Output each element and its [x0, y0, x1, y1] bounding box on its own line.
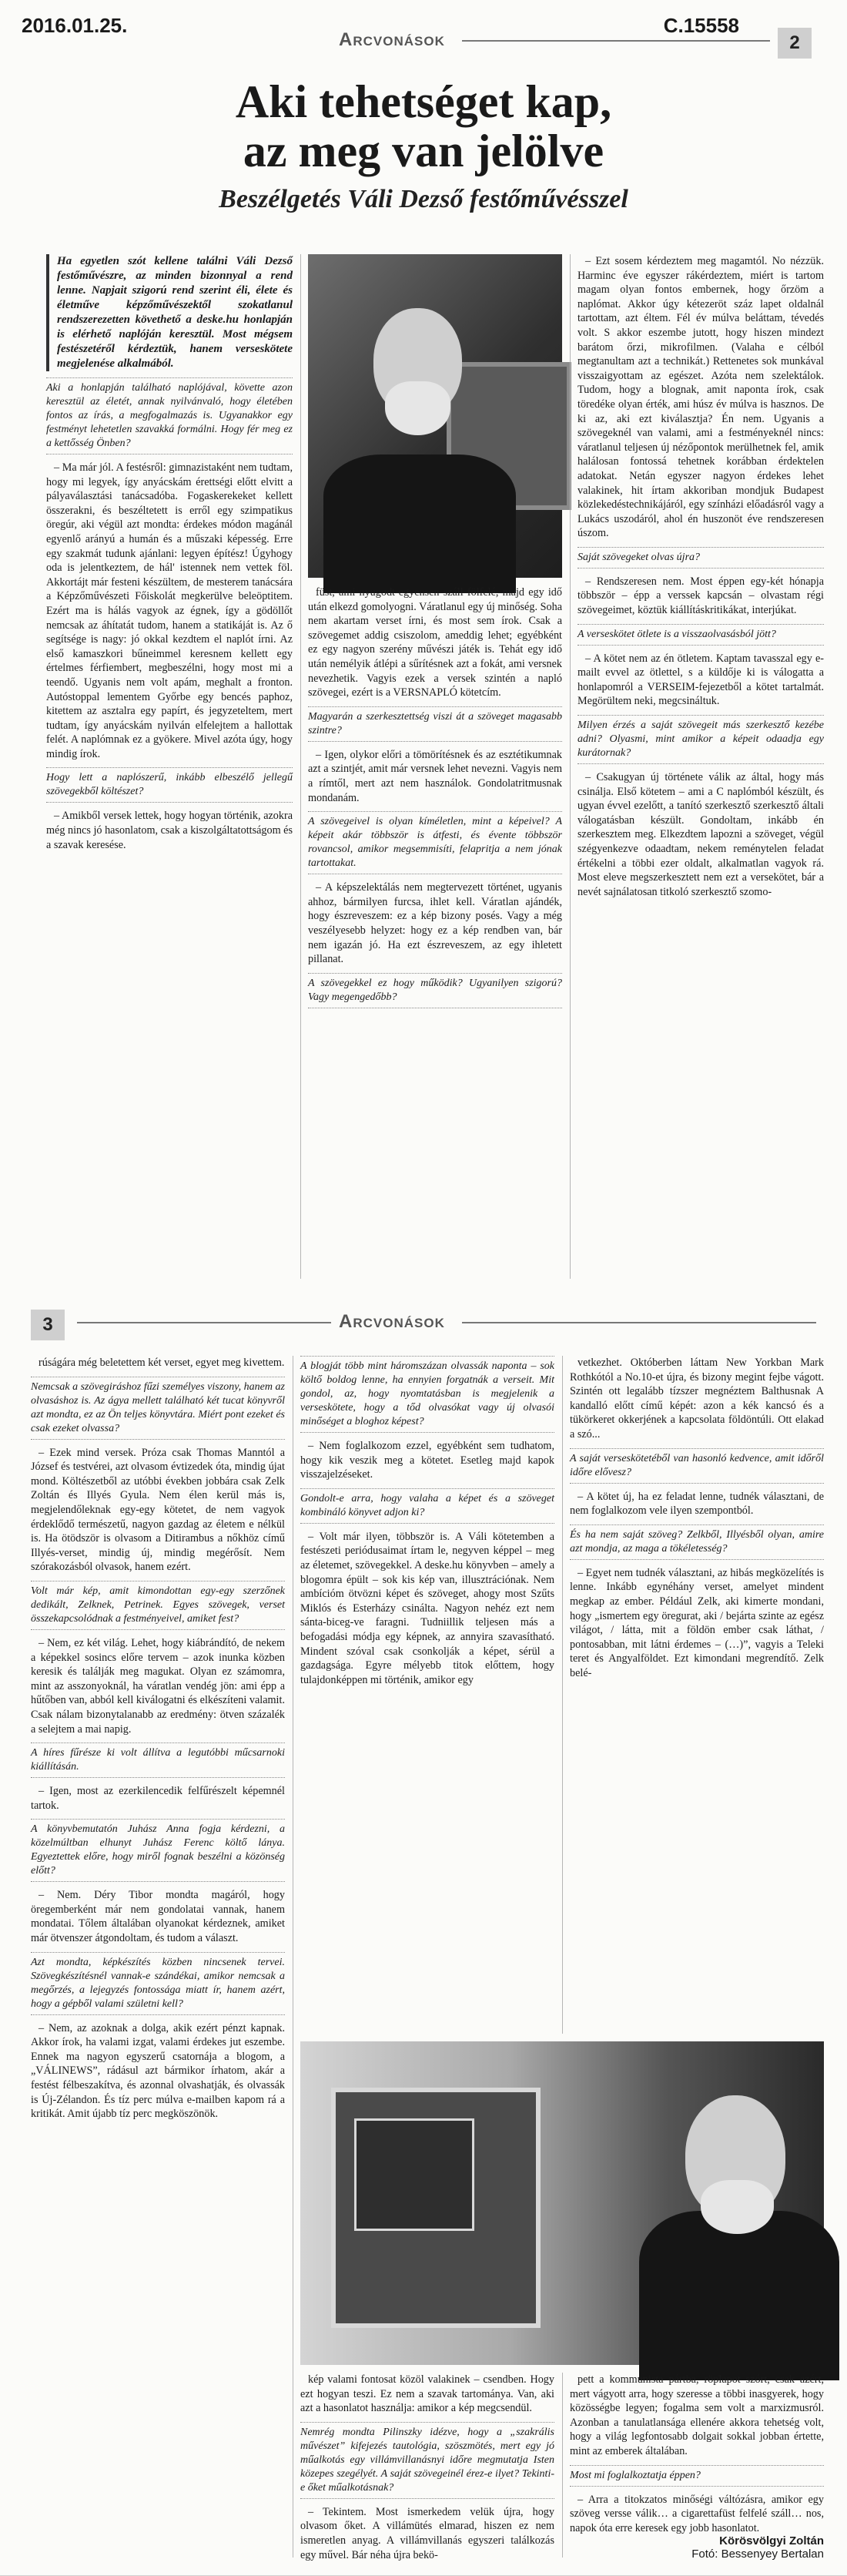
answer-paragraph: – Arra a titokzatos minőségi váltózásra, amikor egy szöveg versse válik… a cigarettafüst felfelé száll… nos, napok óta erre keresek egy jobb hasonlatot. — [570, 2493, 824, 2534]
column-divider — [562, 2373, 563, 2558]
question: Aki a honlapján található naplójával, követte azon keresztül az életét, annak nyilvánvaló, hogy életében fontos az írás, a megfogalmazás is. Ugyanakkor egy festményt lehetetlen szavakká formálni. Hogy fér meg ez a kettősség Önben? — [46, 377, 293, 454]
answer-paragraph: – Igen, most az ezerkilencedik felfűrészelt képemnél tartok. — [31, 1785, 285, 1812]
page2-column-2-lower — [300, 2373, 554, 2565]
page2-column-3 — [570, 1356, 824, 2034]
page1-column-1 — [46, 254, 293, 1286]
question: A könyvbemutatón Juhász Anna fogja kérdezni, a közelmúltban elhunyt Juhász Ferenc költő lánya. Egyeztettek előre, hogy miről fognak beszélni a közönség előtt? — [31, 1819, 285, 1882]
answer-paragraph: vetkezhet. Októberben láttam New Yorkban Mark Rothkótól a No.10-et újra, és bizony megint fejbe vágott. Szintén ott legalább tízszer megnéztem Balthusnak A kandalló előtt című képét: azon a kék kancsó és a tükörkeret okkerjének a kapcsolata földöntúli. Ott elakad a szó... — [570, 1357, 824, 1441]
question: És ha nem saját szöveg? Zelkből, Illyésből olyan, amire azt mondja, az maga a tökéletesség? — [570, 1524, 824, 1560]
answer-paragraph: – Ma már jól. A festésről: gimnazistaként nem tudtam, hogy mi legyek, így anyácskám érettségi előtt elvitt a pályaválasztási tanácsadóba. Fogaskerekeket kellett összerakni, és beszéltetett is erről egy szimpatikus öregúr, aki végül azt mondta: érdekes módon magánál egyenlő arányú a humán és a műszaki képesség. Erre egy szakmát tudunk ajánlani: legyen építész! Úgyhogy oda is jelentkeztem, de hál' istennek nem vettek föl. Akkortájt már festeni készültem, de mesterem tanácsára a Képzőművészeti Főiskolát megkerülve beleöptitem. Ezért ma is hálás vagyok az égnek, így a gödöllőt nemcsak az áhítatát tudom, hanem a statikáját is. Az ő segítsége is nagy: jó okkal kezdtem el naplót írni. Az első kamaszkori bűneimmel keresnem kellett egy értelmes férfiembert, megbeszélni, hogy most mi a teendő. Ugyanis nem volt apám, meghalt a fronton. Autóstoppal lementem Győrbe egy bencés paphoz, kitettem az asztalra egy papírt, és jegyzeteltem, mert tudtam, így anyácskám nyilván elfelejtem a hallottak felét. A naplómnak ez a gyökere. Mivel azóta úgy, hogy mindig írok. — [46, 461, 293, 760]
headline-line-1: Aki tehetséget kap, — [235, 76, 612, 127]
author-name: Körösvölgyi Zoltán — [719, 2534, 824, 2547]
answer-paragraph: – Nem, ez két világ. Lehet, hogy kiábrándító, de nekem a képekkel sosincs előre tervem – azok inunka közben keresik és találják meg magukat. Olyan ez számomra, mint az asszonyoknál, ha váratlan vendég jön: ami épp a hűtőben van, abból kell kiválogatni és elkészíteni valamit. Csak nálam bizonytalanabb az eredmény: ötven százalék a selejtem a mai napig. — [31, 1636, 285, 1736]
answer-paragraph: – A kötet nem az én ötletem. Kaptam tavasszal egy e-mailt evvel az ötlettel, s a küldője ki is válogatta a honlapomról a VERSEIM-fejezetből a kötet tartalmát. Megörültem neki, megcsináltuk. — [578, 652, 824, 708]
answer-paragraph: – Nem, az azoknak a dolga, akik ezért pénzt kapnak. Akkor írok, ha valami izgat, valami érdekes jut eszembe. Ennek ma nagyon egyszerű csatornája a blogom, a „VÁLINEWS”, rádásul azt bármikor írhatom, akár a festést félbeszakítva, és azonnal olvashatják, és olvassák is Új-Zélandon. És tíz perc múlva e-mailben kapom rá a kritikát. Amit újabb tíz perc megköszönök. — [31, 2021, 285, 2121]
question: Milyen érzés a saját szövegeit más szerkesztő kezébe adni? Olyasmi, mint amikor a képeit odaadja egy kurátornak? — [578, 715, 824, 764]
answer-paragraph: – Rendszeresen nem. Most éppen egy-két hónapja többször – épp a verssek kapcsán – olvastam régi szövegeimet, köztük kiállításkritikákat, interjúkat. — [578, 575, 824, 617]
clipping-id: C.15558 — [663, 14, 739, 37]
answer-paragraph: pett a kommunista pártba, röplapot szórt, csak azért, mert vágyott arra, hogy szeresse a többi inasgyerek, hogy közösségbe legyen; fogalma sem volt a marxizmusról. Azonban a tanulatlansága ellenére akkora tehetség volt, hogy a világ legfontosabb dolgait sokkal jobban értette, mint az emberek általában. — [570, 2373, 824, 2457]
answer-paragraph: – Amikből versek lettek, hogy hogyan történik, azokra még nincs jó hasonlatom, csak a kiszolgáltatottságom és a szavak keresése. — [46, 810, 293, 851]
question: Hogy lett a naplószerű, inkább elbeszélő jellegű szövegekből költészet? — [46, 767, 293, 803]
answer-paragraph: – Nem. Déry Tibor mondta magáról, hogy öregemberként már nem gondolatai vannak, hanem mondatai. Tőlem általában olyanokat kérdeznek, amiket már ötvenszer átgondoltam, és tudom a választ. — [31, 1889, 285, 1945]
question: Magyarán a szerkesztettség viszi át a szöveget magasabb szintre? — [308, 706, 562, 742]
question: Most mi foglalkoztatja éppen? — [570, 2465, 824, 2487]
answer-paragraph: – Igen, olykor előri a tömörítésnek és az esztétikumnak azt a szintjét, amit már versnek lehet nevezni. Vagyis nem a rímtől, mert azt nem használok. Gondolatritmusnak mondanám. — [308, 748, 562, 804]
question: Gondolt-e arra, hogy valaha a képet és a szöveget kombináló könyvet adjon ki? — [300, 1488, 554, 1524]
answer-paragraph: – Nem foglalkozom ezzel, egyébként sem tudhatom, hogy kik veszik meg a kötetet. Esetleg majd kapok visszajelzéseket. — [300, 1440, 554, 1481]
question: A saját verseskötetéből van hasonló kedvence, amit időről időre elővesz? — [570, 1448, 824, 1484]
painter-at-work-photo — [300, 2041, 824, 2365]
question: Nemrég mondta Pilinszky idézve, hogy a „szakrális művészet” kifejezés tautológia, szöszmötés, mert egy jó műalkotás egy villámvillanásnyi időre megmutatja Isten közepes szegélyét. A saját szövegeinél érez-e ilyet? Tekinti-e őket műalkotásnak? — [300, 2422, 554, 2499]
page-number-badge: 2 — [778, 28, 812, 59]
page2-column-2 — [300, 1356, 554, 2034]
section-rule-right — [462, 40, 770, 42]
answer-paragraph: – Tekintem. Most ismerkedem velük újra, hogy olvasom őket. A villámütés elmarad, hiszen ez nem ismeretlen anyag. A villámvillanás egyszeri találkozás egy művel. Bár néha újra bekö- — [300, 2505, 554, 2561]
column-divider — [300, 254, 301, 1279]
page2-column-1 — [31, 1356, 285, 2565]
newspaper-page-3 — [0, 1294, 847, 2576]
answer-paragraph: – Egyet nem tudnék választani, az hibás megközelítés is lenne. Inkább egynéhány verset, amelyet mindent megkap az ember. Például Zelk, aki kimerte mondani, hogy „ismertem egy öregurat, aki / bejárta szinte az egész világot, / látta, mit a földön ember csak láthat, / pontosabban, mit látni érdemes – (…)”, vagyis a Teleki teret és Angyalföldet. Ezt kimondani megrendítő. Zelk belé- — [570, 1566, 824, 1679]
page1-column-3 — [578, 254, 824, 1286]
section-header: Arcvonások — [339, 29, 445, 50]
byline — [570, 2534, 824, 2561]
question: Azt mondta, képkészítés közben nincsenek tervei. Szövegkészítésnél vannak-e szándékai, amikor nemcsak a megőrzés, a lejegyzés fontossága miatt ír, hanem azért, hogy a gépből valami születni kell? — [31, 1952, 285, 2015]
answer-paragraph: – Csakugyan új története válik az által, hogy más csinálja. Első kötetem – ami a C naplómból készült, és ugyan évvel ezelőtt, a tanító szerkesztő szerkesztő általi válogatásban készült. Gondoltam, inkább én szerkesztem meg. Elkezdtem lapozni a szöveget, végül szégyenkezve odaadtam, nekem reménytelen feladat értékelni a többi ezer oldalt, alkalmatlan vagyok rá. Most eleve megszerkesztett nem ezt a versekötet, bár a nevét sajnálatosan titkoló szerkesztő szomo- — [578, 771, 824, 898]
question: A szövegeivel is olyan kíméletlen, mint a képeivel? A képeit akár többször is átfesti, és évente többször rovancsol, amikor megsemmisíti, felapritja a nem jónak tartottakat. — [308, 811, 562, 874]
article-subtitle: Beszélgetés Váli Dezső festőművésszel — [219, 185, 628, 213]
answer-paragraph: – A kötet új, ha ez feladat lenne, tudnék választani, de nem foglalkozom vele ilyen szempontból. — [570, 1490, 824, 1518]
column-divider — [562, 1356, 563, 2034]
page1-column-2 — [308, 585, 562, 1286]
question: A blogját több mint háromszázan olvassák naponta – sok költő boldog lenne, ha ennyien forgatnák a verseit. Mit gondol, az, hogy nyomtatásban is megjelenik a verseskötete, hogy a tőd olvasókat vagy új olvasói minőséget a bloghoz képest? — [300, 1356, 554, 1433]
answer-paragraph: – A képszelektálás nem megtervezett történet, ugyanis ahhoz, bármilyen furcsa, ihlet kell. Váratlan ajándék, hogy észreveszem: ez a kép bizony posés. Vagy a még veszélyesebb helyzet: hogy ez a kép rendben van, bár nem igazán jó. Ha ezt észreveszem, az egy ihletett pillanat. — [308, 881, 562, 966]
article-headline — [0, 77, 847, 176]
headline-line-2: az meg van jelölve — [243, 126, 604, 176]
section-header: Arcvonások — [339, 1311, 445, 1332]
question: A szövegekkel ez hogy működik? Ugyanilyen szigorú? Vagy megengedőbb? — [308, 973, 562, 1008]
section-rule-left — [77, 1322, 331, 1323]
section-rule-right — [462, 1322, 816, 1323]
answer-paragraph: – Ezek mind versek. Próza csak Thomas Manntól a József és testvérei, azt olvasom évtizedek óta, mindig újat mond. Költészetből az utóbbi években jobbára csak Zelk Zoltán és Illyés Gyula. Nem élen kerül más is, megjelendőleknak egy-egy kötetet, de nem vagyok érdeklődő természetű, nagyon gazdag az életem e nélkül is. Ha ötödször is olvasom a Ditirambus a nőkhöz című Illyés-verset, mindig új, mindig megérősít. Nem szórakozásból olvasok, hanem ezért. — [31, 1446, 285, 1574]
answer-paragraph: rúságára még beletettem két verset, egyet meg kivettem. — [38, 1357, 285, 1369]
answer-paragraph: – Volt már ilyen, többször is. A Váli kötetemben a festészeti periódusaimat írtam le, negyven képpel – meg az életemet, szövegekkel. A deske.hu könyvben – amely a blogomra épült – sok kis kép van, illusztrációnak. Nem ambícióm ötvözni képet és szöveget, ahogy most Szűts Miklós és Esterházy csinálta. Nagyon nehéz ezt nem sánta-biceg-ve faragni. Tudniillik teljesen más a befogadási módja egy képnek, az annyira szavasítható. Mindent szóval csak csonkolják a képet, sérül a gazdagsága. Egyre mélyebb titok előttem, hogy tulajdonképpen mi történik, amikor egy — [300, 1530, 554, 1686]
answer-paragraph: – Ezt sosem kérdeztem meg magamtól. No nézzük. Harminc éve egyszer rákérdeztem, miért is tartom magam olyan fontos embernek, hogy őrzöm a naplómat. Akkor úgy kétezeröt száz lapet oldalnál tartottam, azt éltem. Fél év múlva beláttam, tévedés volt. S akkor eszembe jutott, hogy hiszen mindezt barátom őrzi, mikrofilmen. (Valaha e célból megtanultam azt a technikát.) Rettenetes sok munkával visszaigyottam az egészet. Azóta nem szelektálok. Tudom, hogy a blognak, amit naponta írok, csak töredéke olyan érték, ami húsz év múlva is hasznos. De ki az, aki ezt kiválasztja? Én nem. Ugyanis a szövegeknél van valami, ami a festményeknél nincs: váratlanul teljesen új nézőpontok merülhetnek fel, amik halálosan fontossá tehetnek korábban érdektelen adatokat. Netán egyszer nagyon érdekes lehet valakinek, hit írtam akkoriban mondjuk Budapest közlekedéstechnikájáról, egy színházi előadásról vagy a Lukács uszodáról, ahol én huszonöt éve rendszeresen úszom. — [578, 255, 824, 540]
portrait-photo — [308, 254, 562, 578]
question: A verseskötet ötlete is a visszaolvasásból jött? — [578, 624, 824, 646]
answer-paragraph: füst, ami nyugodt-egyensen száll fölfelé, majd egy idő után elkezd gomolyogni. Váratlanul egy új minőség. Soha nem akartam verset írni, és most sem írok. Csak a szövegemet addig csiszolom, ameddig lehet; egyébként ez egy nagyon szerény művészi játék is. Tehát egy idő után nemélyik átlépi a sűrítésnek azt a fokát, ami versnek nevezhetik. Vagyis ezek a versek szintén a napló szövegei, ezért is a VERSNAPLÓ kötetcím. — [308, 586, 562, 699]
question: Nemcsak a szövegiráshoz fűzi személyes viszony, hanem az olvasáshoz is. Az ágya mellett található két tucat könyvről azt mondta, ez az Ön teljes könyvtára. Miért pont ezeket és csak ezeket olvassa? — [31, 1377, 285, 1440]
column-divider — [570, 254, 571, 1279]
article-lead: Ha egyetlen szót kellene találni Váli Dezső festőművészre, az minden bizonnyal a rend lenne. Napjait szigorú rend szerint éli, élete és életműve képzőművészektől szokatlanul rendszerezetten követhető a deske.hu honlapján is elérhető naplóján keresztül. Most mégsem festészetéről kérdeztük, hanem verseskötete megjelenése alkalmából. — [46, 254, 293, 371]
question: A híres fűrésze ki volt állítva a legutóbbi műcsarnoki kiállításán. — [31, 1742, 285, 1778]
answer-paragraph: kép valami fontosat közöl valakinek – csendben. Hogy ezt hogyan teszi. Ez nem a szavak tartománya. Van, aki azt a hasonlatot használja: amikor a kép megcsendül. — [300, 2373, 554, 2415]
page-number-badge: 3 — [31, 1310, 65, 1340]
clipping-date: 2016.01.25. — [22, 14, 128, 37]
photo-credit: Fotó: Bessenyey Bertalan — [691, 2547, 824, 2561]
page2-column-3-lower — [570, 2373, 824, 2534]
question: Saját szövegeket olvas újra? — [578, 547, 824, 569]
question: Volt már kép, amit kimondottan egy-egy szerzőnek dedikált, Zelknek, Petrinek. Egyes szövegek, verset összekapcsolódnak a festményeivel, amiket fest? — [31, 1581, 285, 1630]
